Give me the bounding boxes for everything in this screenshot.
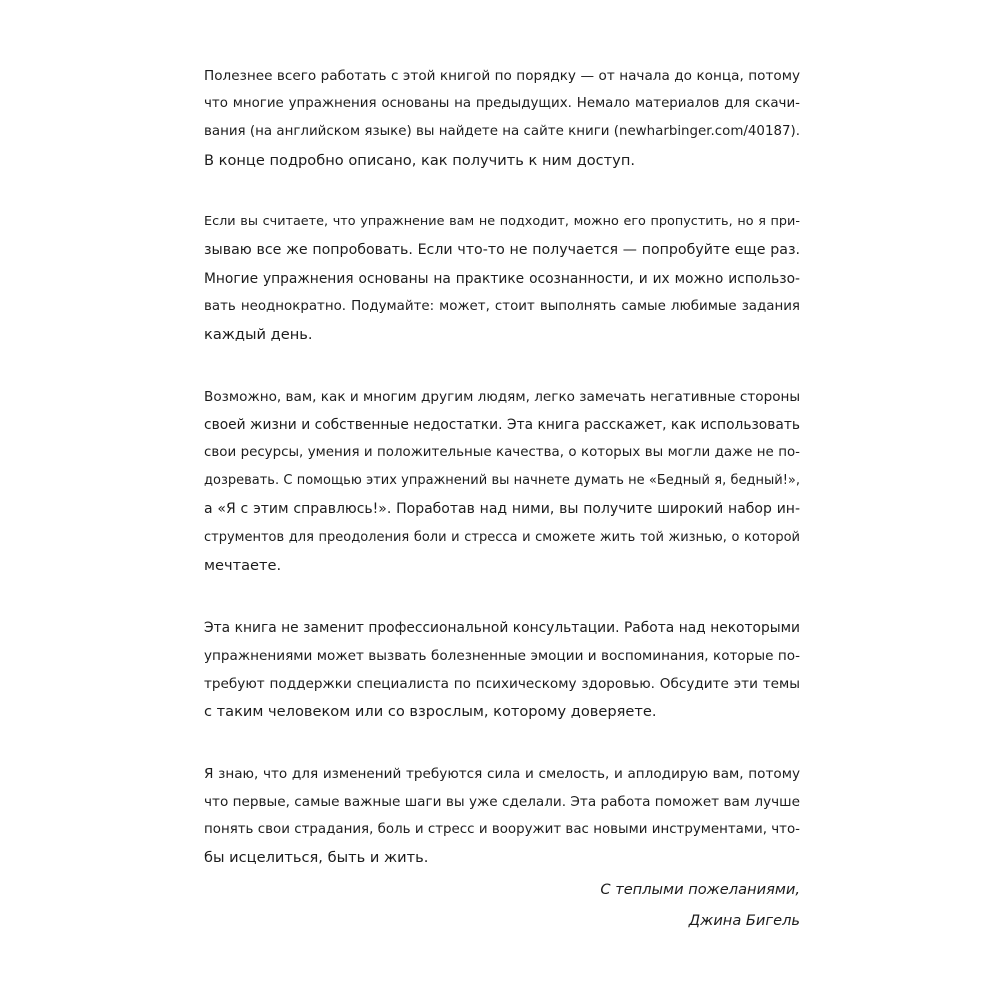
text-line: дозревать. С помощью этих упражнений вы начнете думать не «Бедный я, бедный!», — [204, 473, 800, 489]
text-line: свои ресурсы, умения и положительные качества, о которых вы могли даже не по- — [204, 445, 800, 461]
text-line: требуют поддержки специалиста по психическому здоровью. Обсудите эти темы — [204, 675, 800, 692]
page-body — [204, 62, 800, 906]
paragraph-4 — [204, 614, 800, 727]
text-line: что первые, самые важные шаги вы уже сделали. Эта работа поможет вам лучше — [204, 793, 800, 810]
text-line: мечтаете. — [204, 556, 282, 574]
signature-author: Джина Бигель — [688, 912, 800, 929]
paragraph-1 — [204, 62, 800, 175]
text-line: упражнениями может вызвать болезненные эмоции и воспоминания, которые по- — [204, 647, 800, 664]
signature-closing: С теплыми пожеланиями, — [600, 881, 800, 898]
paragraph-2 — [204, 208, 800, 349]
text-line: В конце подробно описано, как получить к ним доступ. — [204, 151, 636, 169]
text-line: с таким человеком или со взрослым, которому доверяете. — [204, 703, 657, 721]
text-line: Я знаю, что для изменений требуются сила и смелость, и аплодирую вам, потому — [204, 765, 800, 782]
paragraph-3 — [204, 383, 800, 580]
text-line: бы исцелиться, быть и жить. — [204, 849, 429, 867]
text-line: что многие упражнения основаны на предыдущих. Немало материалов для скачи- — [204, 96, 800, 112]
text-line: зываю все же попробовать. Если что-то не получается — попробуйте еще раз. — [204, 242, 800, 259]
paragraph-5 — [204, 760, 800, 873]
text-line: Эта книга не заменит профессиональной консультации. Работа над некоторыми — [204, 619, 800, 636]
text-line: вания (на английском языке) вы найдете на сайте книги (newharbinger.com/40187). — [204, 124, 800, 140]
text-line: вать неоднократно. Подумайте: может, стоит выполнять самые любимые задания — [204, 298, 800, 314]
text-line: Если вы считаете, что упражнение вам не подходит, можно его пропустить, но я при- — [204, 214, 800, 230]
signature-block — [600, 874, 800, 936]
text-line: понять свои страдания, боль и стресс и вооружит вас новыми инструментами, что- — [204, 822, 800, 838]
text-line: своей жизни и собственные недостатки. Эта книга расскажет, как использовать — [204, 416, 800, 433]
text-line: Возможно, вам, как и многим другим людям, легко замечать негативные стороны — [204, 388, 800, 405]
text-line: струментов для преодоления боли и стресса и сможете жить той жизнью, о которой — [204, 529, 800, 545]
text-line: а «Я с этим справлюсь!». Поработав над ними, вы получите широкий набор ин- — [204, 501, 800, 518]
text-line: Полезнее всего работать с этой книгой по порядку — от начала до конца, потому — [204, 68, 800, 84]
text-line: каждый день. — [204, 326, 313, 343]
text-line: Многие упражнения основаны на практике осознанности, и их можно использо- — [204, 270, 800, 287]
